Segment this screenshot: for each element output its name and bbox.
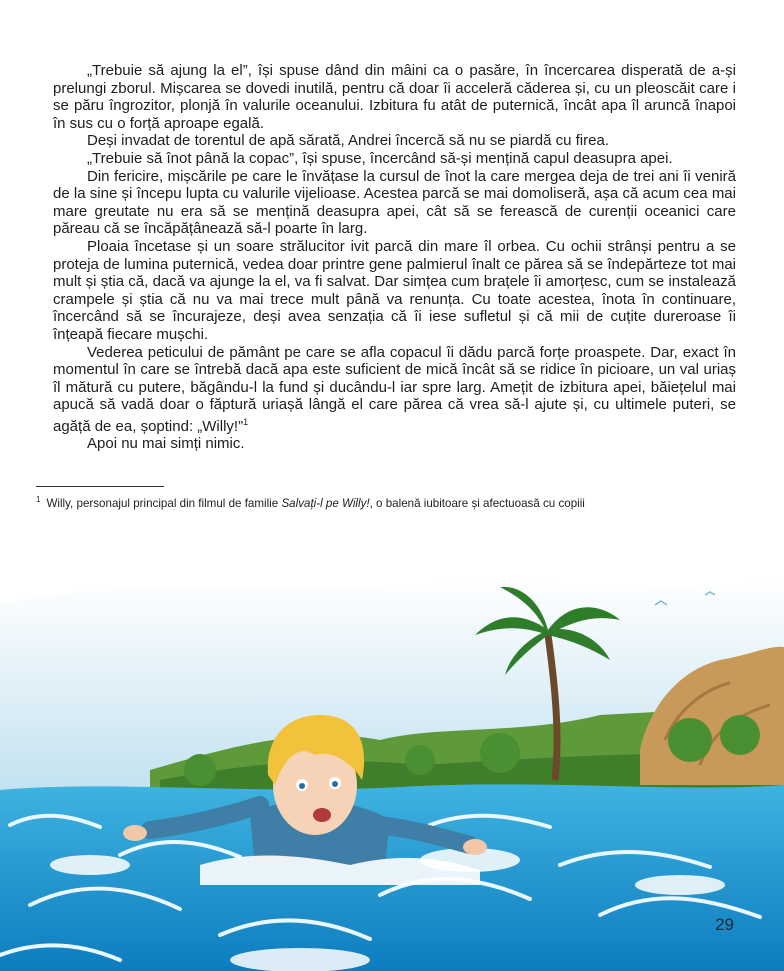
paragraph: „Trebuie să înot până la copac”, își spuse, încercând să-și mențină capul deasupra apei. [87, 149, 673, 167]
paragraph: „Trebuie să ajung la el”, își spuse dând din mâini ca o pasăre, în încercarea disperată de a-și prelungi zborul. Mișcarea se dovedi inutilă, pentru că doar îi acceleră căderea și, cu un pleoscăit care i se păru îngrozitor, plonjă în valurile oceanului. Izbitura fu atât de puternică, încât apa îl aruncă înapoi în sus cu o forță aproape egală. [53, 62, 736, 132]
footnote-divider [36, 486, 164, 487]
paragraph [53, 344, 736, 436]
footnote [36, 493, 756, 511]
paragraph-text: Vederea peticului de pământ pe care se afla copacul îi dădu parcă forțe proaspete. Dar, exact în momentul în care se întrebă dacă apa este suficient de mică încât să se ridice în picioare, un val uriaș îl mătură cu putere, băgându-l la fund și ducându-l iar spre larg. Amețit de izbitura apei, băiețelul mai apucă să vadă doar o făptură uriașă lângă el care părea că vrea să-l ajute și, cu ultimele puteri, se agăță de ea, șoptind: „Willy!” [53, 343, 736, 435]
page-number: 29 [715, 915, 734, 934]
paragraph: Ploaia încetase și un soare strălucitor ivit parcă din mare îl orbea. Cu ochii strânși pentru a se proteja de lumina puternică, vedea doar printre gene palmierul înalt ce părea să se îndepărteze tot mai mult și știa că, dacă va ajunge la el, va fi salvat. Dar simțea cum brațele îi amorțesc, cum se instalează crampele și știa că nu va mai trece mult până va renunța. Cu toate acestea, înota în continuare, încercând să se încurajeze, deși avea senzația că îi iese sufletul și că mii de cuțite dureroase îi înțeapă fiecare mușchi. [53, 237, 736, 343]
footnote-text-end: , o balenă iubitoare și afectuoasă cu copiii [369, 496, 585, 510]
paragraph: Apoi nu mai simți nimic. [87, 435, 245, 453]
film-title: Salvați-l pe Willy! [281, 496, 370, 510]
footnote-mark: 1 [36, 495, 41, 504]
boy-mouth [313, 808, 331, 822]
paragraph: Deși invadat de torentul de apă sărată, Andrei încercă să nu se piardă cu firea. [87, 132, 609, 150]
story-text [53, 62, 736, 453]
paragraph: Din fericire, mișcările pe care le învățase la cursul de înot la care mergea deja de trei ani îi veniră de la sine și începu lupta cu valurile vijelioase. Acestea parcă se mai domoliseră, așa că acum cea mai mare greutate nu era să se mențină deasupra apei, cât să se ferească de curenții oceanici care păreau că se încăpățânează să-l poarte în larg. [53, 167, 736, 238]
footnote-text: Willy, personajul principal din filmul de familie [46, 496, 282, 510]
boy-hand [123, 825, 147, 841]
boy-hand [463, 839, 487, 855]
footnote-reference: 1 [243, 416, 249, 427]
sea-illustration [0, 565, 784, 971]
